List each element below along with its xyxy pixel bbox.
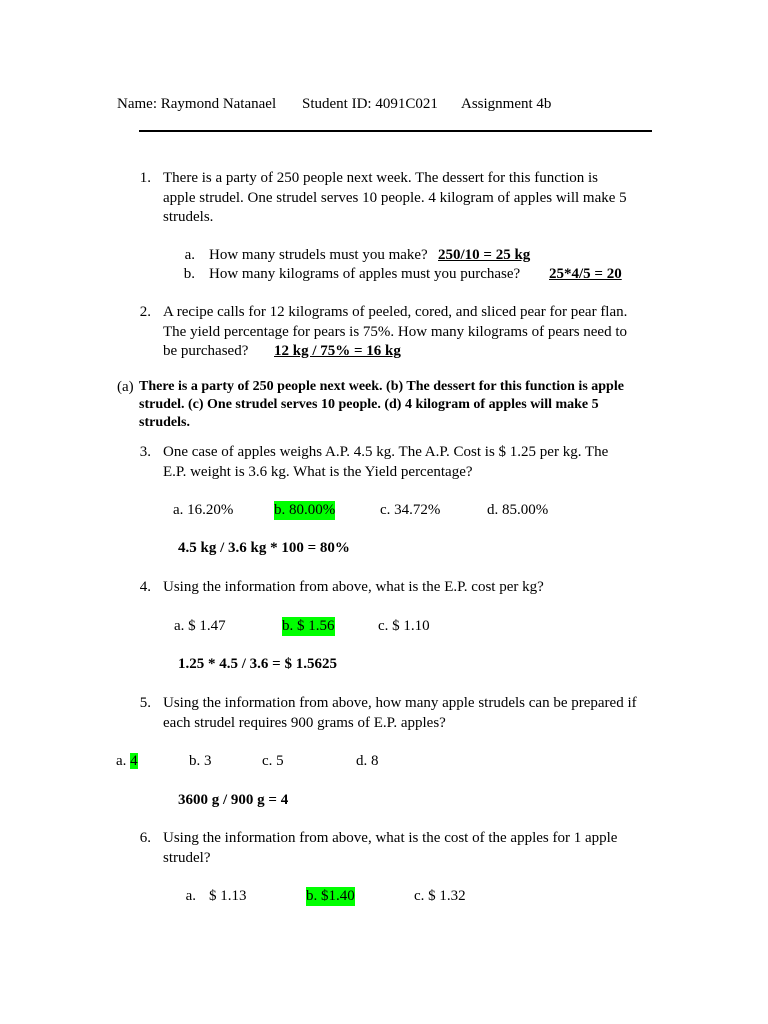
q5-text: [163, 694, 637, 733]
q6-option-a: $ 1.13: [209, 888, 247, 904]
q3-option-d: d. 85.00%: [487, 502, 549, 518]
note-line-3: strudels.: [139, 415, 190, 430]
q4-text: Using the information from above, what is the E.P. cost per kg?: [163, 579, 544, 595]
q6-number: 6.: [139, 830, 151, 846]
q5-option-a-selected: 4: [130, 753, 138, 769]
q5-option-c: c. 5: [262, 753, 284, 769]
q4-option-c: c. $ 1.10: [378, 618, 430, 634]
student-name: Name: Raymond Natanael: [117, 96, 277, 112]
student-id: Student ID: 4091C021: [302, 96, 438, 112]
q2-line-1: A recipe calls for 12 kilograms of peeled, cored, and sliced pear for pear flan.: [163, 304, 628, 320]
q1a-label: a.: [184, 247, 195, 263]
q5-option-b: b. 3: [189, 753, 212, 769]
q5-line-1: Using the information from above, how many apple strudels can be prepared if: [163, 695, 637, 711]
q5-option-d: d. 8: [356, 753, 379, 769]
q5-option-a-prefix: a.: [116, 753, 127, 769]
q3-line-2: E.P. weight is 3.6 kg. What is the Yield percentage?: [163, 463, 473, 480]
header-divider: [139, 130, 652, 132]
q3-option-a: a. 16.20%: [173, 502, 234, 518]
q3-number: 3.: [139, 444, 151, 460]
q1-line-3: strudels.: [163, 209, 214, 225]
note-label: (a): [117, 379, 134, 395]
q3-line-1: One case of apples weighs A.P. 4.5 kg. The A.P. Cost is $ 1.25 per kg. The: [163, 444, 609, 460]
q1b-text: How many kilograms of apples must you purchase?: [209, 266, 521, 282]
q6-option-a-label: a.: [185, 888, 196, 904]
q4-option-b-selected: b. $ 1.56: [282, 618, 335, 634]
q1-text: [163, 169, 627, 228]
assignment-title: Assignment 4b: [461, 96, 552, 112]
q5-line-2: each strudel requires 900 grams of E.P. apples?: [163, 714, 446, 731]
q6-line-1: Using the information from above, what is the cost of the apples for 1 apple: [163, 830, 618, 846]
q6-option-c: c. $ 1.32: [414, 888, 466, 904]
q1b-label: b.: [183, 266, 195, 282]
note-line-2: strudel. (c) One strudel serves 10 people. (d) 4 kilogram of apples will make 5: [139, 397, 599, 412]
q4-work: 1.25 * 4.5 / 3.6 = $ 1.5625: [178, 656, 337, 672]
note-text: [139, 378, 624, 432]
q5-number: 5.: [139, 695, 151, 711]
q5-work: 3600 g / 900 g = 4: [178, 792, 289, 808]
q1-number: 1.: [139, 170, 151, 186]
q2-line-3: be purchased?: [163, 343, 249, 359]
q6-option-b-selected: b. $1.40: [306, 888, 355, 904]
q2-line-2: The yield percentage for pears is 75%. How many kilograms of pears need to: [163, 323, 628, 340]
q5-option-a: [116, 752, 138, 771]
q4-option-a: a. $ 1.47: [174, 618, 226, 634]
note-line-1: There is a party of 250 people next week. (b) The dessert for this function is apple: [139, 379, 624, 394]
q3-option-c: c. 34.72%: [380, 502, 441, 518]
q3-option-b-selected: b. 80.00%: [274, 502, 336, 518]
q1a-text: How many strudels must you make?: [209, 247, 428, 263]
q1-line-1: There is a party of 250 people next week. The dessert for this function is: [163, 170, 599, 186]
q2-number: 2.: [139, 304, 151, 320]
q6-text: [163, 829, 617, 868]
q4-number: 4.: [139, 579, 151, 595]
q1-line-2: apple strudel. One strudel serves 10 people. 4 kilogram of apples will make 5: [163, 189, 627, 206]
q1a-answer: 250/10 = 25 kg: [438, 247, 531, 263]
q2-answer: 12 kg / 75% = 16 kg: [274, 343, 401, 359]
q3-text: [163, 443, 608, 482]
q3-work: 4.5 kg / 3.6 kg * 100 = 80%: [178, 540, 350, 556]
q1b-answer: 25*4/5 = 20: [549, 266, 622, 282]
q6-line-2: strudel?: [163, 849, 211, 866]
